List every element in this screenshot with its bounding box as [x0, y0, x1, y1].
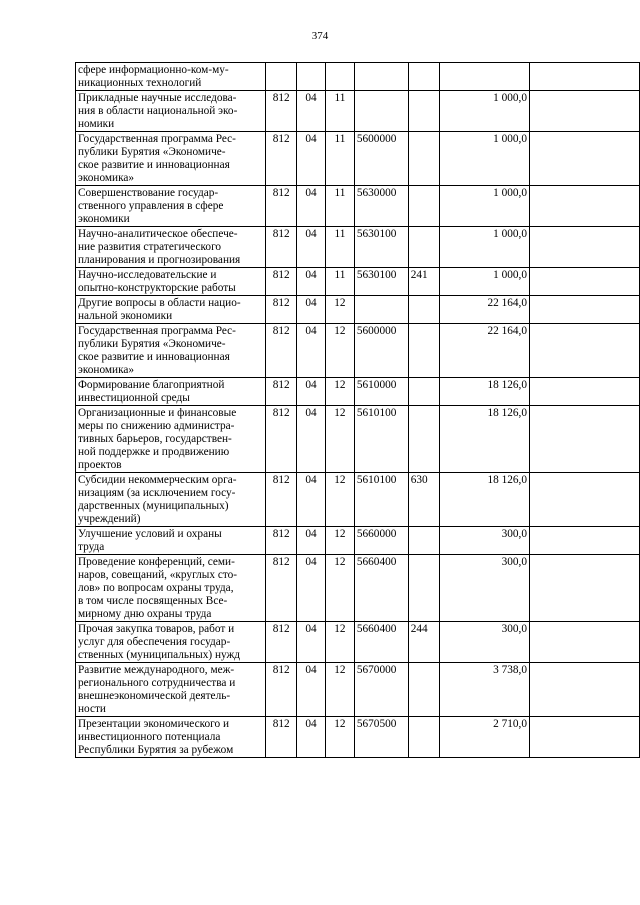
amount-cell: 18 126,0 — [439, 473, 529, 527]
section-code-cell: 04 — [297, 186, 326, 227]
section-code-cell: 04 — [297, 268, 326, 296]
item-name-line: инвестиционной среды — [78, 392, 190, 404]
item-name-cell — [76, 268, 266, 296]
item-name-line: Научно-аналитическое обеспече- — [78, 228, 238, 240]
item-name-line: нальной экономики — [78, 310, 173, 322]
target-article-cell — [354, 63, 408, 91]
amount-cell: 18 126,0 — [439, 378, 529, 406]
ministry-code-cell: 812 — [266, 296, 297, 324]
table-row — [76, 227, 640, 268]
expense-type-cell — [408, 186, 439, 227]
section-code-cell: 04 — [297, 473, 326, 527]
table-row — [76, 663, 640, 717]
item-name-line: ственного управления в сфере — [78, 200, 224, 212]
target-article-cell: 5600000 — [354, 132, 408, 186]
page-number: 374 — [311, 30, 329, 42]
empty-cell — [530, 296, 640, 324]
item-name-line: ское развитие и инновационная — [78, 351, 230, 363]
item-name-line: инвестиционного потенциала — [78, 731, 221, 743]
expense-type-cell — [408, 378, 439, 406]
item-name-line: услуг для обеспечения государ- — [78, 636, 231, 648]
section-code-cell: 04 — [297, 663, 326, 717]
subsection-code-cell: 11 — [325, 186, 354, 227]
ministry-code-cell — [266, 63, 297, 91]
empty-cell — [530, 473, 640, 527]
empty-cell — [530, 378, 640, 406]
item-name-line: Другие вопросы в области нацио- — [78, 297, 241, 309]
target-article-cell: 5610000 — [354, 378, 408, 406]
subsection-code-cell: 12 — [325, 296, 354, 324]
item-name-line: экономика» — [78, 172, 135, 184]
item-name-line: Проведение конференций, семи- — [78, 556, 235, 568]
item-name-line: Научно-исследовательские и — [78, 269, 217, 281]
item-name-line: Прикладные научные исследова- — [78, 92, 237, 104]
item-name-line: никационных технологий — [78, 77, 202, 89]
ministry-code-cell: 812 — [266, 555, 297, 622]
item-name-line: Государственная программа Рес- — [78, 325, 236, 337]
amount-cell: 300,0 — [439, 527, 529, 555]
item-name-line: экономика» — [78, 364, 135, 376]
item-name-cell — [76, 296, 266, 324]
item-name-cell — [76, 555, 266, 622]
budget-table — [75, 62, 640, 758]
item-name-line: регионального сотрудничества и — [78, 677, 236, 689]
table-row — [76, 324, 640, 378]
item-name-line: Формирование благоприятной — [78, 379, 225, 391]
table-row — [76, 132, 640, 186]
subsection-code-cell: 12 — [325, 663, 354, 717]
subsection-code-cell: 12 — [325, 527, 354, 555]
empty-cell — [530, 63, 640, 91]
expense-type-cell — [408, 227, 439, 268]
ministry-code-cell: 812 — [266, 132, 297, 186]
ministry-code-cell: 812 — [266, 622, 297, 663]
expense-type-cell — [408, 63, 439, 91]
item-name-cell — [76, 527, 266, 555]
amount-cell: 22 164,0 — [439, 296, 529, 324]
item-name-line: в том числе посвященных Все- — [78, 595, 228, 607]
section-code-cell — [297, 63, 326, 91]
item-name-line: ности — [78, 703, 106, 715]
item-name-line: Организационные и финансовые — [78, 407, 237, 419]
subsection-code-cell: 12 — [325, 324, 354, 378]
ministry-code-cell: 812 — [266, 663, 297, 717]
empty-cell — [530, 622, 640, 663]
item-name-cell — [76, 324, 266, 378]
empty-cell — [530, 186, 640, 227]
target-article-cell: 5630100 — [354, 268, 408, 296]
expense-type-cell: 244 — [408, 622, 439, 663]
item-name-cell — [76, 663, 266, 717]
expense-type-cell — [408, 132, 439, 186]
item-name-line: Улучшение условий и охраны — [78, 528, 222, 540]
target-article-cell: 5630000 — [354, 186, 408, 227]
amount-cell: 1 000,0 — [439, 268, 529, 296]
target-article-cell: 5630100 — [354, 227, 408, 268]
expense-type-cell — [408, 406, 439, 473]
item-name-cell — [76, 717, 266, 758]
item-name-cell — [76, 473, 266, 527]
expense-type-cell — [408, 663, 439, 717]
item-name-cell — [76, 378, 266, 406]
empty-cell — [530, 268, 640, 296]
ministry-code-cell: 812 — [266, 527, 297, 555]
table-row — [76, 406, 640, 473]
table-row — [76, 378, 640, 406]
target-article-cell: 5660400 — [354, 622, 408, 663]
item-name-line: сфере информационно-ком-му- — [78, 64, 229, 76]
amount-cell: 1 000,0 — [439, 91, 529, 132]
item-name-cell — [76, 132, 266, 186]
item-name-line: наров, совещаний, «круглых сто- — [78, 569, 238, 581]
subsection-code-cell: 11 — [325, 227, 354, 268]
item-name-line: лов» по вопросам охраны труда, — [78, 582, 234, 594]
empty-cell — [530, 324, 640, 378]
item-name-line: труда — [78, 541, 105, 553]
table-row — [76, 717, 640, 758]
ministry-code-cell: 812 — [266, 324, 297, 378]
target-article-cell: 5670000 — [354, 663, 408, 717]
section-code-cell: 04 — [297, 324, 326, 378]
target-article-cell: 5610100 — [354, 473, 408, 527]
table-row — [76, 622, 640, 663]
table-row — [76, 186, 640, 227]
section-code-cell: 04 — [297, 296, 326, 324]
item-name-cell — [76, 622, 266, 663]
subsection-code-cell — [325, 63, 354, 91]
expense-type-cell — [408, 555, 439, 622]
item-name-line: публики Бурятия «Экономиче- — [78, 146, 226, 158]
subsection-code-cell: 12 — [325, 555, 354, 622]
item-name-line: проектов — [78, 459, 122, 471]
table-row — [76, 296, 640, 324]
section-code-cell: 04 — [297, 622, 326, 663]
expense-type-cell — [408, 296, 439, 324]
table-row — [76, 527, 640, 555]
item-name-cell — [76, 406, 266, 473]
subsection-code-cell: 12 — [325, 473, 354, 527]
section-code-cell: 04 — [297, 132, 326, 186]
expense-type-cell: 241 — [408, 268, 439, 296]
item-name-line: дарственных (муниципальных) — [78, 500, 229, 512]
subsection-code-cell: 12 — [325, 378, 354, 406]
subsection-code-cell: 12 — [325, 622, 354, 663]
empty-cell — [530, 406, 640, 473]
table-row — [76, 91, 640, 132]
item-name-line: тивных барьеров, государствен- — [78, 433, 232, 445]
ministry-code-cell: 812 — [266, 473, 297, 527]
ministry-code-cell: 812 — [266, 91, 297, 132]
expense-type-cell — [408, 717, 439, 758]
item-name-cell — [76, 186, 266, 227]
expense-type-cell — [408, 527, 439, 555]
subsection-code-cell: 11 — [325, 91, 354, 132]
subsection-code-cell: 12 — [325, 717, 354, 758]
section-code-cell: 04 — [297, 378, 326, 406]
budget-table-body — [76, 63, 640, 758]
subsection-code-cell: 11 — [325, 268, 354, 296]
amount-cell: 2 710,0 — [439, 717, 529, 758]
table-row — [76, 268, 640, 296]
amount-cell: 22 164,0 — [439, 324, 529, 378]
empty-cell — [530, 227, 640, 268]
empty-cell — [530, 132, 640, 186]
target-article-cell — [354, 91, 408, 132]
item-name-line: Совершенствование государ- — [78, 187, 219, 199]
target-article-cell — [354, 296, 408, 324]
subsection-code-cell: 12 — [325, 406, 354, 473]
ministry-code-cell: 812 — [266, 268, 297, 296]
empty-cell — [530, 663, 640, 717]
subsection-code-cell: 11 — [325, 132, 354, 186]
target-article-cell: 5660400 — [354, 555, 408, 622]
item-name-line: мирному дню охраны труда — [78, 608, 212, 620]
amount-cell: 3 738,0 — [439, 663, 529, 717]
item-name-cell — [76, 91, 266, 132]
amount-cell: 300,0 — [439, 555, 529, 622]
item-name-line: ственных (муниципальных) нужд — [78, 649, 241, 661]
amount-cell: 1 000,0 — [439, 132, 529, 186]
item-name-line: меры по снижению администра- — [78, 420, 235, 432]
section-code-cell: 04 — [297, 717, 326, 758]
target-article-cell: 5610100 — [354, 406, 408, 473]
section-code-cell: 04 — [297, 227, 326, 268]
section-code-cell: 04 — [297, 91, 326, 132]
item-name-line: Государственная программа Рес- — [78, 133, 236, 145]
section-code-cell: 04 — [297, 406, 326, 473]
item-name-line: опытно-конструкторские работы — [78, 282, 236, 294]
item-name-line: публики Бурятия «Экономиче- — [78, 338, 226, 350]
expense-type-cell — [408, 324, 439, 378]
section-code-cell: 04 — [297, 555, 326, 622]
item-name-line: внешнеэкономической деятель- — [78, 690, 231, 702]
empty-cell — [530, 527, 640, 555]
empty-cell — [530, 555, 640, 622]
item-name-line: номики — [78, 118, 115, 130]
section-code-cell: 04 — [297, 527, 326, 555]
ministry-code-cell: 812 — [266, 406, 297, 473]
item-name-line: Прочая закупка товаров, работ и — [78, 623, 235, 635]
item-name-line: учреждений) — [78, 513, 141, 525]
ministry-code-cell: 812 — [266, 227, 297, 268]
item-name-line: Республики Бурятия за рубежом — [78, 744, 234, 756]
item-name-line: ское развитие и инновационная — [78, 159, 230, 171]
ministry-code-cell: 812 — [266, 186, 297, 227]
amount-cell: 18 126,0 — [439, 406, 529, 473]
item-name-cell — [76, 227, 266, 268]
item-name-line: Развитие международного, меж- — [78, 664, 235, 676]
ministry-code-cell: 812 — [266, 717, 297, 758]
expense-type-cell — [408, 91, 439, 132]
item-name-cell — [76, 63, 266, 91]
ministry-code-cell: 812 — [266, 378, 297, 406]
target-article-cell: 5670500 — [354, 717, 408, 758]
item-name-line: ние развития стратегического — [78, 241, 222, 253]
item-name-line: Субсидии некоммерческим орга- — [78, 474, 237, 486]
empty-cell — [530, 717, 640, 758]
item-name-line: ной поддержке и продвижению — [78, 446, 230, 458]
item-name-line: ния в области национальной эко- — [78, 105, 238, 117]
table-row — [76, 63, 640, 91]
item-name-line: планирования и прогнозирования — [78, 254, 241, 266]
item-name-line: экономики — [78, 213, 130, 225]
target-article-cell: 5660000 — [354, 527, 408, 555]
amount-cell: 1 000,0 — [439, 186, 529, 227]
empty-cell — [530, 91, 640, 132]
table-row — [76, 473, 640, 527]
target-article-cell: 5600000 — [354, 324, 408, 378]
amount-cell — [439, 63, 529, 91]
item-name-line: Презентации экономического и — [78, 718, 230, 730]
table-row — [76, 555, 640, 622]
amount-cell: 300,0 — [439, 622, 529, 663]
amount-cell: 1 000,0 — [439, 227, 529, 268]
item-name-line: низациям (за исключением госу- — [78, 487, 236, 499]
expense-type-cell: 630 — [408, 473, 439, 527]
